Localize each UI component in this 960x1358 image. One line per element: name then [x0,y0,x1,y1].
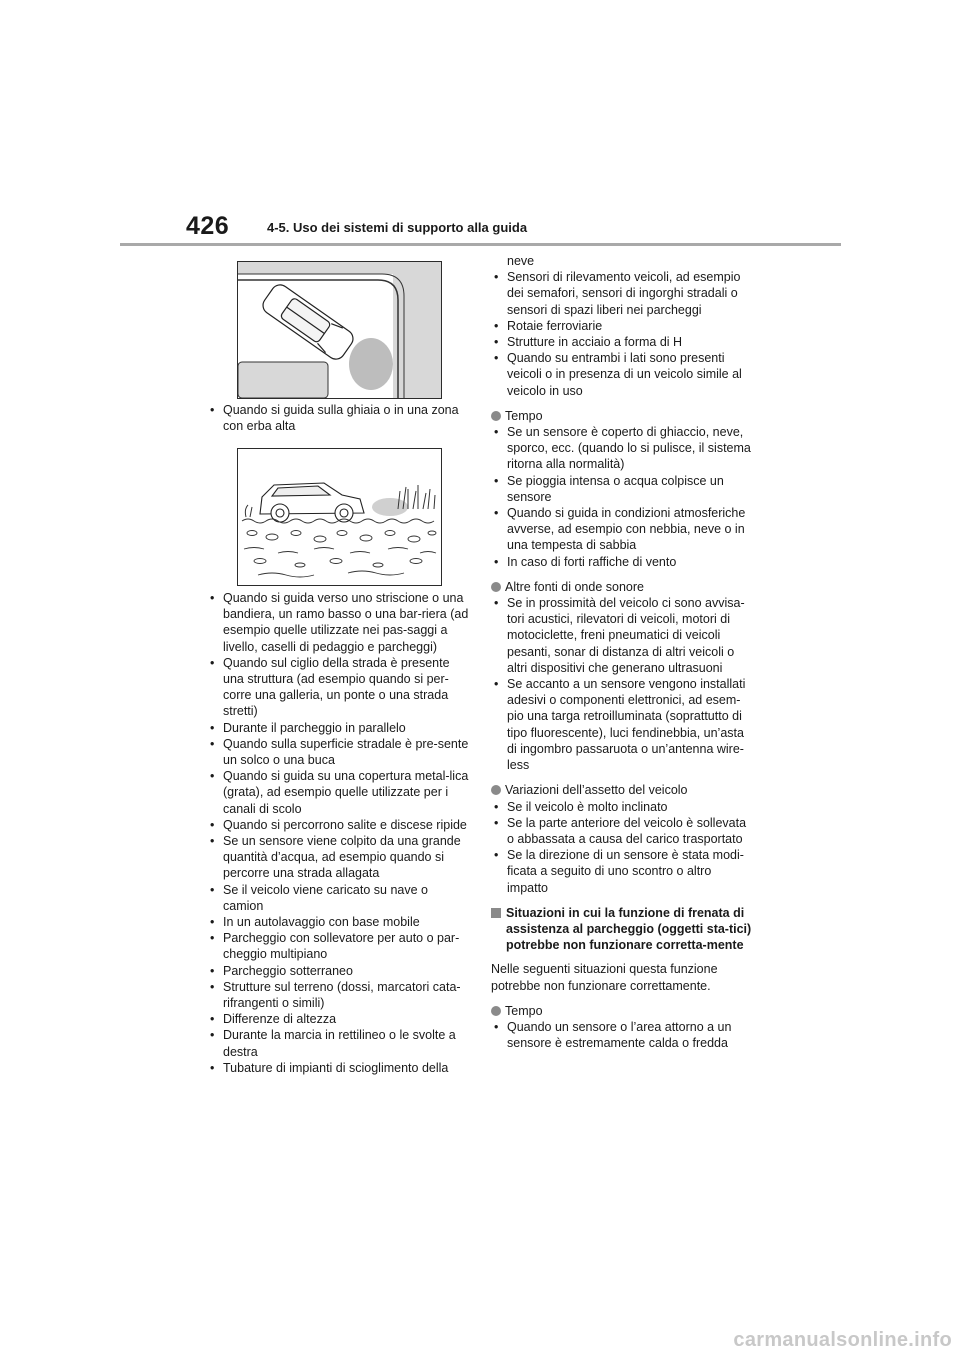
list-item: • Quando si guida su una copertura metal-lica (grata), ad esempio quelle utilizzate per i canali di scolo [207,768,469,817]
list-item: • Se accanto a un sensore vengono installati adesivi o componenti elettronici, ad esem-pio una targa retroilluminata (soprattutto di tipo fluorescente), luci fendinebbia, un’asta di ingombro passaruota o un’antenna wire-less [491,676,755,773]
right-bullet-list-top [491,269,755,399]
continuation-text: neve [507,254,535,268]
list-item: • Se un sensore è coperto di ghiaccio, neve, sporco, ecc. (quando lo si pulisce, il sistema ritorna alla normalità) [491,424,755,473]
square-bullet-icon [491,908,501,918]
list-item: • Quando si percorrono salite e discese ripide [207,817,469,833]
section-intro: Nelle seguenti situazioni questa funzione potrebbe non funzionare correttamente. [491,962,718,993]
list-item: • Se un sensore viene colpito da una grande quantità d’acqua, ad esempio quando si percorre una strada allagata [207,833,469,882]
section-heading: Situazioni in cui la funzione di frenata di assistenza al parcheggio (oggetti sta-tici) potrebbe non funzionare corretta-mente [491,905,755,954]
list-item: • Se in prossimità del veicolo ci sono avvisa-tori acustici, rilevatori di veicoli, motori di motociclette, freni pneumatici di veicoli pesanti, sonar di distanza di altri veicoli o altri dispositivi che generano ultrasuoni [491,595,755,676]
figure-car-turning-near-wall [237,261,442,399]
group-heading-sound-sources: Altre fonti di onde sonore [491,579,755,595]
list-item: • Se pioggia intensa o acqua colpisce un sensore [491,473,755,505]
circle-bullet-icon [491,1006,501,1016]
left-column [207,590,469,1076]
list-item: • Se la direzione di un sensore è stata modi-ficata a seguito di uno scontro o altro impatto [491,847,755,896]
list-item: • Se il veicolo viene caricato su nave o camion [207,882,469,914]
weather2-bullet-list [491,1019,755,1051]
list-item: • Quando sulla superficie stradale è pre-sente un solco o una buca [207,736,469,768]
list-item: • Sensori di rilevamento veicoli, ad esempio dei semafori, sensori di ingorghi stradali o sensori di spazi liberi nei parcheggi [491,269,755,318]
list-item: • In un autolavaggio con base mobile [207,914,469,930]
list-item: • Strutture in acciaio a forma di H [491,334,755,350]
list-item: • Se il veicolo è molto inclinato [491,799,755,815]
list-item: • Parcheggio sotterraneo [207,963,469,979]
chapter-title: 4-5. Uso dei sistemi di supporto alla guida [267,220,528,235]
list-item: • Quando si guida verso uno striscione o una bandiera, un ramo basso o una bar-riera (ad esempio quelle utilizzate nei pas-saggi a livello, caselli di pedaggio e parcheggi) [207,590,469,655]
list-item: • Rotaie ferroviarie [491,318,755,334]
right-column [491,253,755,1051]
left-column-top [207,402,469,434]
list-item: • Differenze di altezza [207,1011,469,1027]
list-item: • Parcheggio con sollevatore per auto o par-cheggio multipiano [207,930,469,962]
list-item: • In caso di forti raffiche di vento [491,554,755,570]
group-heading-vehicle-attitude: Variazioni dell’assetto del veicolo [491,782,755,798]
circle-bullet-icon [491,411,501,421]
attitude-bullet-list [491,799,755,896]
list-item: • Quando sul ciglio della strada è presente una struttura (ad esempio quando si per-corre una galleria, un ponte o una strada stretti) [207,655,469,720]
list-item: • Tubature di impianti di scioglimento della [207,1060,469,1076]
group-heading-weather-2: Tempo [491,1003,755,1019]
figure-car-on-gravel-grass [237,448,442,586]
watermark: carmanualsonline.info [733,1329,952,1351]
list-item: • Quando su entrambi i lati sono presenti veicoli o in presenza di un veicolo simile al veicolo in uso [491,350,755,399]
group-heading-weather: Tempo [491,408,755,424]
list-item: • Se la parte anteriore del veicolo è sollevata o abbassata a causa del carico trasportato [491,815,755,847]
list-item: • Quando si guida sulla ghiaia o in una zona con erba alta [207,402,469,434]
circle-bullet-icon [491,785,501,795]
page-number: 426 [186,212,230,240]
left-bullet-list [207,590,469,1076]
list-item: • Durante il parcheggio in parallelo [207,720,469,736]
weather-bullet-list [491,424,755,570]
list-item: • Quando un sensore o l’area attorno a un sensore è estremamente calda o fredda [491,1019,755,1051]
header-divider [120,243,841,246]
list-item: • Durante la marcia in rettilineo o le svolte a destra [207,1027,469,1059]
sound-bullet-list [491,595,755,773]
list-item: • Strutture sul terreno (dossi, marcatori cata-rifrangenti o simili) [207,979,469,1011]
circle-bullet-icon [491,582,501,592]
list-item: • Quando si guida in condizioni atmosferiche avverse, ad esempio con nebbia, neve o in una tempesta di sabbia [491,505,755,554]
